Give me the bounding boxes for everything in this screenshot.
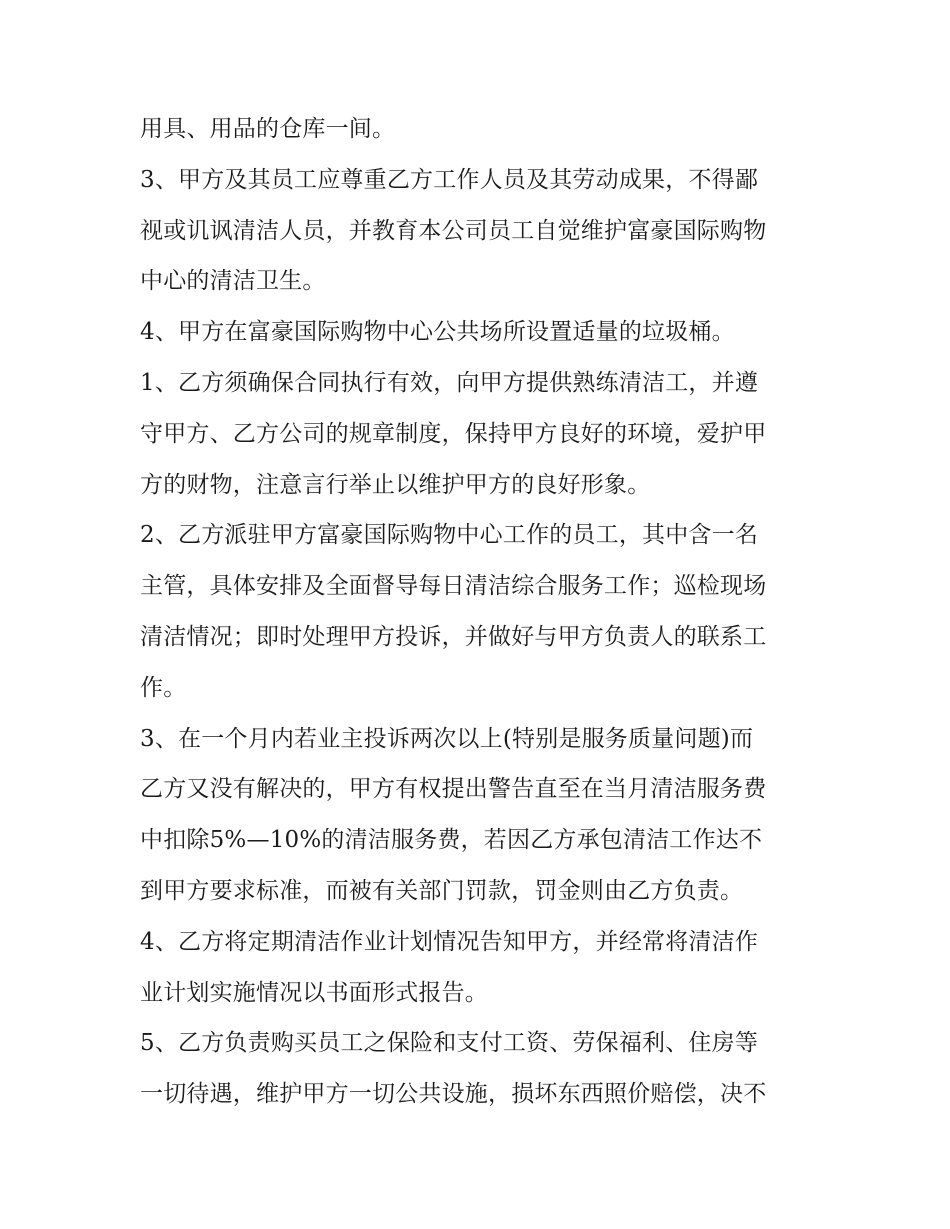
text-line: 用具、用品的仓库一间。: [140, 116, 396, 142]
text-line: 守甲方、乙方公司的规章制度，保持甲方良好的环境，爱护甲: [140, 420, 767, 447]
text-line: 2、乙方派驻甲方富豪国际购物中心工作的员工，其中含一名: [140, 522, 759, 549]
document-body: [140, 104, 820, 1120]
text-line: 主管，具体安排及全面督导每日清洁综合服务工作；巡检现场: [140, 573, 767, 600]
text-line: 3、在一个月内若业主投诉两次以上(特别是服务质量问题)而: [140, 725, 754, 752]
text-line: 乙方又没有解决的，甲方有权提出警告直至在当月清洁服务费: [140, 776, 767, 803]
text-line: 中扣除5%—10%的清洁服务费，若因乙方承包清洁工作达不: [140, 827, 763, 854]
text-line: 4、甲方在富豪国际购物中心公共场所设置适量的垃圾桶。: [140, 319, 735, 346]
text-line: 5、乙方负责购买员工之保险和支付工资、劳保福利、住房等: [140, 1030, 759, 1057]
text-line: 业计划实施情况以书面形式报告。: [140, 979, 488, 1006]
text-line: 3、甲方及其员工应尊重乙方工作人员及其劳动成果，不得鄙: [140, 166, 759, 193]
text-line: 清洁情况；即时处理甲方投诉，并做好与甲方负责人的联系工: [140, 623, 767, 650]
text-line: 中心的清洁卫生。: [140, 268, 326, 295]
text-line: 作。: [140, 674, 187, 701]
text-line: 4、乙方将定期清洁作业计划情况告知甲方，并经常将清洁作: [140, 928, 759, 955]
text-line: 1、乙方须确保合同执行有效，向甲方提供熟练清洁工，并遵: [140, 369, 759, 396]
text-line: 到甲方要求标准，而被有关部门罚款，罚金则由乙方负责。: [140, 877, 744, 904]
text-line: 方的财物，注意言行举止以维护甲方的良好形象。: [140, 471, 651, 498]
text-line: 一切待遇，维护甲方一切公共设施，损坏东西照价赔偿，决不: [140, 1081, 767, 1108]
text-line: 视或讥讽清洁人员，并教育本公司员工自觉维护富豪国际购物: [140, 217, 767, 244]
